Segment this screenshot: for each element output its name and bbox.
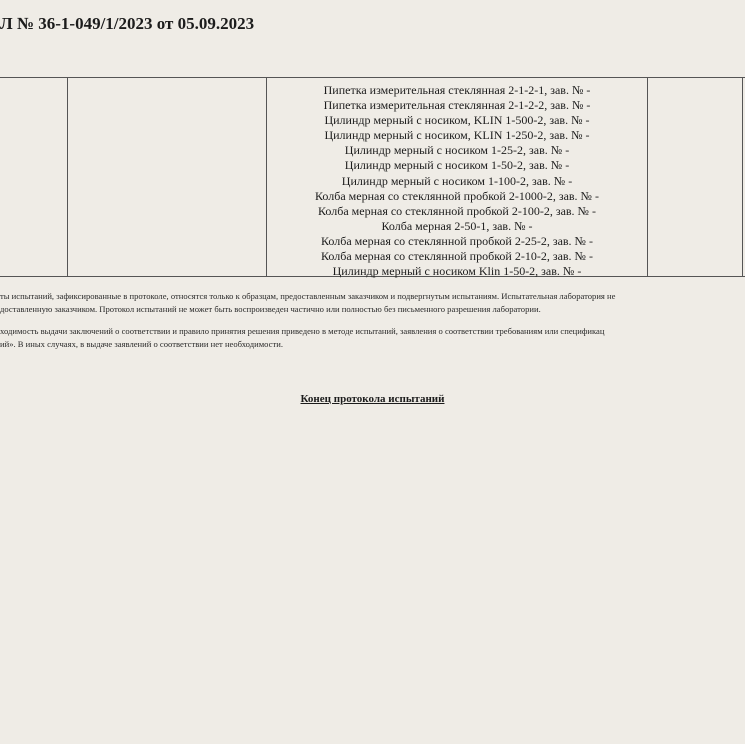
list-item: Колба мерная со стеклянной пробкой 2-25-2, зав. № -: [320, 233, 594, 248]
note-line: ий». В иных случаях, в выдаче заявлений о соответствии нет необходимости.: [0, 339, 283, 349]
list-item: Цилиндр мерный с носиком 1-25-2, зав. № -: [344, 143, 570, 158]
list-item: Цилиндр мерный с носиком, KLIN 1-250-2, зав. № -: [324, 128, 590, 143]
equipment-list: [267, 83, 647, 279]
table-column-divider: [647, 77, 648, 276]
list-item: Цилиндр мерный с носиком, KLIN 1-500-2, зав. № -: [324, 113, 590, 128]
protocol-title: Л № 36-1-049/1/2023 от 05.09.2023: [0, 14, 255, 33]
results-scope-note: [0, 290, 615, 316]
table-column-divider: [67, 77, 68, 276]
list-item: Цилиндр мерный с носиком 1-50-2, зав. № -: [344, 158, 570, 173]
note-line: доставленную заказчиком. Протокол испытаний не может быть воспроизведен частично или полностью без письменного разрешения лаборатории.: [0, 304, 541, 314]
list-item: Колба мерная 2-50-1, зав. № -: [381, 218, 533, 233]
list-item: Пипетка измерительная стеклянная 2-1-2-1, зав. № -: [323, 83, 591, 97]
table-top-border: [0, 77, 745, 78]
table-column-divider: [742, 77, 743, 276]
list-item: Колба мерная со стеклянной пробкой 2-10-2, зав. № -: [320, 249, 594, 264]
list-item: Колба мерная со стеклянной пробкой 2-100-2, зав. № -: [317, 203, 597, 218]
note-line: ты испытаний, зафиксированные в протоколе, относятся только к образцам, предоставленным заказчиком и подвергнутым испытаниям. Испытательная лаборатория не: [0, 291, 616, 301]
list-item: Пипетка измерительная стеклянная 2-1-2-2, зав. № -: [323, 98, 591, 113]
end-of-protocol-label: Конец протокола испытаний: [300, 393, 445, 405]
note-line: ходимость выдачи заключений о соответствии и правило принятия решения приведено в методе испытаний, заявления о соответствии требованиям или спецификац: [0, 326, 605, 336]
list-item: Цилиндр мерный с носиком Klin 1-50-2, зав. № -: [332, 264, 582, 279]
conformity-statement-note: [0, 325, 604, 351]
list-item: Цилиндр мерный с носиком 1-100-2, зав. № -: [341, 173, 573, 188]
list-item: Колба мерная со стеклянной пробкой 2-1000-2, зав. № -: [314, 188, 600, 203]
